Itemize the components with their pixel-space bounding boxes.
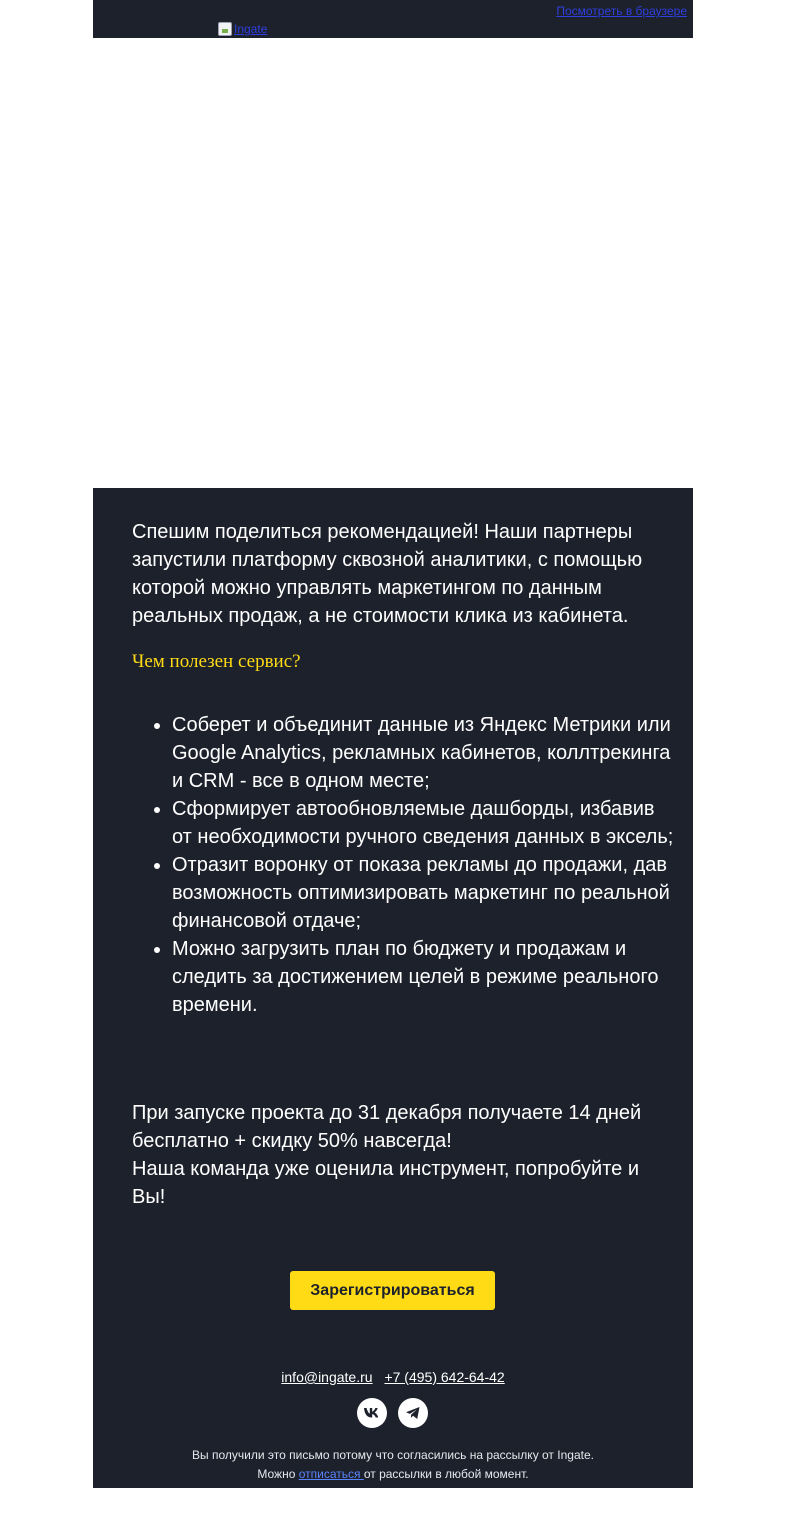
benefits-heading: Чем полезен сервис? [132,651,301,672]
vk-icon[interactable] [357,1398,387,1428]
list-item: • Сформирует автообновляемые дашборды, избавив от необходимости ручного сведения данных в эксель; [172,795,677,851]
offer-line-2: Наша команда уже оценила инструмент, попробуйте и Вы! [132,1158,640,1208]
benefits-list [132,711,677,1019]
hero-image[interactable] [218,22,267,36]
email-link[interactable]: info@ingate.ru [281,1369,373,1385]
list-item: • Отразит воронку от показа рекламы до продажи, дав возможность оптимизировать маркетинг по реальной финансовой отдаче; [172,851,677,935]
register-button[interactable]: Зарегистрироваться [290,1271,495,1310]
disclaimer-line-1: Вы получили это письмо потому что согласились на рассылку от Ingate. [192,1448,594,1462]
phone-link[interactable]: +7 (495) 642-64-42 [384,1369,505,1385]
social-links [357,1398,428,1428]
offer-line-1: При запуске проекта до 31 декабря получаете 14 дней бесплатно + скидку 50% навсегда! [132,1102,642,1152]
contacts [93,1369,693,1385]
disclaimer-suffix: от рассылки в любой момент. [363,1467,529,1481]
list-item: • Можно загрузить план по бюджету и продажам и следить за достижением целей в режиме реального времени. [172,935,677,1019]
unsubscribe-link[interactable]: отписаться [298,1467,364,1481]
hero-image-alt: Ingate [234,22,268,36]
disclaimer [93,1446,693,1484]
top-bar [93,0,693,38]
disclaimer-prefix: Можно [257,1467,299,1481]
list-item: • Соберет и объединит данные из Яндекс Метрики или Google Analytics, рекламных кабинетов, коллтрекинга и CRM - все в одном месте; [172,711,677,795]
intro-text: Спешим поделиться рекомендацией! Наши партнеры запустили платформу сквозной аналитики, с помощью которой можно управлять маркетингом по данным реальных продаж, а не стоимости клика из кабинета. [132,521,643,627]
view-in-browser-link[interactable]: Посмотреть в браузере [556,4,687,18]
broken-image-icon [218,22,232,36]
telegram-icon[interactable] [398,1398,428,1428]
email-body [93,488,693,1488]
offer-text [132,1099,662,1211]
